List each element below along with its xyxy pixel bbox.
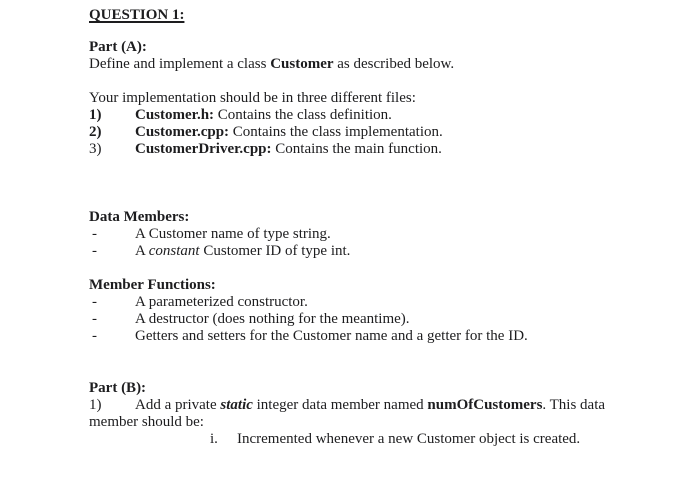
file-item-customer-cpp bbox=[89, 124, 616, 141]
dash-bullet: - bbox=[92, 311, 97, 327]
question-title bbox=[89, 7, 616, 24]
file-item-3-desc: Contains the main function. bbox=[271, 141, 442, 157]
roman-numeral-marker: i. bbox=[210, 431, 218, 447]
member-function-item-getters-setters bbox=[89, 328, 616, 345]
data-member-1-text: A Customer name of type string. bbox=[135, 226, 331, 242]
file-item-2-desc: Contains the class implementation. bbox=[229, 124, 443, 140]
dash-bullet: - bbox=[92, 328, 97, 344]
part-b-item-1-post: . This data bbox=[542, 397, 606, 413]
file-item-1-name: Customer.h: bbox=[135, 107, 215, 123]
file-item-customer-h bbox=[89, 107, 616, 124]
define-pre-text: Define and implement a class bbox=[89, 56, 271, 72]
dash-bullet: - bbox=[92, 226, 97, 242]
part-b-item-1-mid: integer data member named bbox=[252, 397, 428, 413]
data-members-heading: Data Members: bbox=[89, 209, 190, 225]
member-function-item-destructor bbox=[89, 311, 616, 328]
dash-bullet: - bbox=[92, 294, 97, 310]
data-member-2-pre: A bbox=[135, 243, 149, 259]
member-function-1-text: A parameterized constructor. bbox=[135, 294, 308, 310]
member-function-3-text: Getters and setters for the Customer name and a getter for the ID. bbox=[135, 328, 528, 344]
file-item-2-name: Customer.cpp: bbox=[135, 124, 230, 140]
data-member-2-post: Customer ID of type int. bbox=[199, 243, 351, 259]
files-intro-line: Your implementation should be in three different files: bbox=[89, 90, 416, 106]
file-item-3-marker: 3) bbox=[89, 141, 102, 157]
class-name-text: Customer bbox=[270, 56, 334, 72]
file-item-2-marker: 2) bbox=[89, 124, 102, 140]
part-b-item-1-line-1 bbox=[89, 397, 616, 414]
file-item-3-name: CustomerDriver.cpp: bbox=[135, 141, 272, 157]
static-keyword: static bbox=[220, 397, 253, 413]
part-a-heading: Part (A): bbox=[89, 39, 147, 55]
file-item-1-desc: Contains the class definition. bbox=[214, 107, 392, 123]
data-member-item-name bbox=[89, 226, 616, 243]
part-b-heading: Part (B): bbox=[89, 380, 147, 396]
part-b-item-1-line-2: member should be: bbox=[89, 414, 204, 430]
part-b-sub-item-i bbox=[89, 431, 616, 448]
constant-keyword: constant bbox=[148, 243, 200, 259]
file-item-customer-driver-cpp bbox=[89, 141, 616, 158]
define-class-line bbox=[89, 56, 616, 73]
member-name-text: numOfCustomers bbox=[427, 397, 543, 413]
file-item-1-marker: 1) bbox=[89, 107, 102, 123]
member-function-item-constructor bbox=[89, 294, 616, 311]
member-function-2-text: A destructor (does nothing for the meantime). bbox=[135, 311, 410, 327]
data-members-list bbox=[89, 226, 616, 260]
define-post-text: as described below. bbox=[333, 56, 455, 72]
part-b-item-1-pre: Add a private bbox=[135, 397, 221, 413]
member-functions-heading: Member Functions: bbox=[89, 277, 216, 293]
dash-bullet: - bbox=[92, 243, 97, 259]
part-b-item-1-marker: 1) bbox=[89, 397, 102, 413]
sub-item-i-text: Incremented whenever a new Customer object is created. bbox=[237, 431, 581, 447]
file-list bbox=[89, 107, 616, 158]
data-member-item-id bbox=[89, 243, 616, 260]
question-title-text: QUESTION 1: bbox=[89, 7, 185, 23]
member-functions-list bbox=[89, 294, 616, 345]
